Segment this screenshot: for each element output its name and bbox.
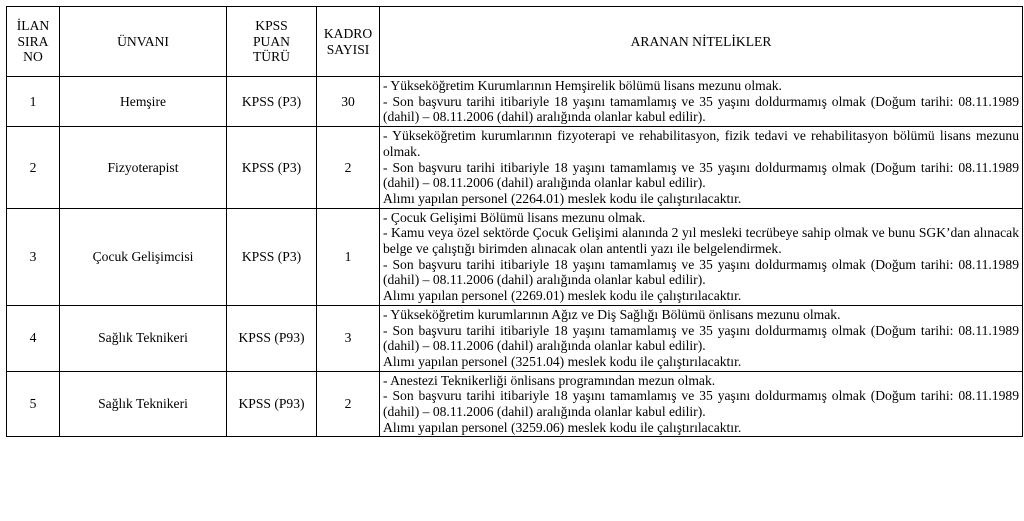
row-puan: KPSS (P3) <box>227 208 317 305</box>
table-row <box>7 77 1023 127</box>
row-requirements <box>380 305 1023 371</box>
requirement-line: - Yükseköğretim Kurumlarının Hemşirelik bölümü lisans mezunu olmak. <box>383 78 782 93</box>
requirement-line: Alımı yapılan personel (3259.06) meslek kodu ile çalıştırılacaktır. <box>383 419 742 435</box>
positions-table <box>6 6 1023 437</box>
requirement-line: - Yükseköğretim kurumlarının Ağız ve Diş Sağlığı Bölümü önlisans mezunu olmak. <box>383 306 841 322</box>
row-requirements <box>380 371 1023 437</box>
table-row <box>7 371 1023 437</box>
requirement-line: Alımı yapılan personel (3251.04) meslek kodu ile çalıştırılacaktır. <box>383 353 742 369</box>
row-requirements <box>380 208 1023 305</box>
requirement-line: - Kamu veya özel sektörde Çocuk Gelişimi alanında 2 yıl mesleki tecrübeye sahip olmak ve bunu SGK’dan alınacak belge ve çalıştığı birimden alınacak olan antentli yazı ile belgelendirmek. <box>383 225 1019 257</box>
row-requirements <box>380 77 1023 127</box>
row-no: 5 <box>7 371 60 437</box>
row-kadro: 1 <box>317 208 380 305</box>
row-unvan: Fizyoterapist <box>60 127 227 209</box>
requirement-line: - Son başvuru tarihi itibariyle 18 yaşını tamamlamış ve 35 yaşını doldurmamış olmak (Doğum tarihi: 08.11.1989 (dahil) – 08.11.2006 (dahil) aralığında olanlar kabul edilir). <box>383 388 1019 420</box>
row-puan: KPSS (P3) <box>227 77 317 127</box>
row-puan: KPSS (P93) <box>227 305 317 371</box>
header-puan-turu: KPSS PUAN TÜRÜ <box>227 7 317 77</box>
header-sira-no: İLAN SIRA NO <box>7 7 60 77</box>
row-unvan: Sağlık Teknikeri <box>60 305 227 371</box>
row-kadro: 2 <box>317 127 380 209</box>
requirement-line: Alımı yapılan personel (2264.01) meslek kodu ile çalıştırılacaktır. <box>383 190 742 206</box>
requirement-line: - Son başvuru tarihi itibariyle 18 yaşını tamamlamış ve 35 yaşını doldurmamış olmak (Doğum tarihi: 08.11.1989 (dahil) – 08.11.2006 (dahil) aralığında olanlar kabul edilir). <box>383 256 1019 288</box>
row-unvan: Sağlık Teknikeri <box>60 371 227 437</box>
header-unvani: ÜNVANI <box>60 7 227 77</box>
requirement-line: Alımı yapılan personel (2269.01) meslek kodu ile çalıştırılacaktır. <box>383 288 742 304</box>
row-kadro: 3 <box>317 305 380 371</box>
row-requirements <box>380 127 1023 209</box>
row-unvan: Çocuk Gelişimcisi <box>60 208 227 305</box>
table-row <box>7 305 1023 371</box>
requirement-line: - Son başvuru tarihi itibariyle 18 yaşını tamamlamış ve 35 yaşını doldurmamış olmak (Doğum tarihi: 08.11.1989 (dahil) – 08.11.2006 (dahil) aralığında olanlar kabul edilir). <box>383 322 1019 354</box>
header-kadro-sayisi: KADRO SAYISI <box>317 7 380 77</box>
row-no: 1 <box>7 77 60 127</box>
header-aranan-nitelikler: ARANAN NİTELİKLER <box>380 7 1023 77</box>
row-no: 2 <box>7 127 60 209</box>
requirement-line: - Son başvuru tarihi itibariyle 18 yaşını tamamlamış ve 35 yaşını doldurmamış olmak (Doğum tarihi: 08.11.1989 (dahil) – 08.11.2006 (dahil) aralığında olanlar kabul edilir). <box>383 159 1019 191</box>
row-unvan: Hemşire <box>60 77 227 127</box>
row-kadro: 2 <box>317 371 380 437</box>
requirement-line: - Çocuk Gelişimi Bölümü lisans mezunu olmak. <box>383 209 646 225</box>
requirement-line: - Yükseköğretim kurumlarının fizyoterapi ve rehabilitasyon, fizik tedavi ve rehabilitasyon bölümü lisans mezunu olmak. <box>383 128 1019 159</box>
row-kadro: 30 <box>317 77 380 127</box>
table-row <box>7 127 1023 209</box>
row-puan: KPSS (P3) <box>227 127 317 209</box>
table-header-row <box>7 7 1023 77</box>
table-row <box>7 208 1023 305</box>
requirement-line: - Son başvuru tarihi itibariyle 18 yaşını tamamlamış ve 35 yaşını doldurmamış olmak (Doğum tarihi: 08.11.1989 (dahil) – 08.11.2006 (dahil) aralığında olanlar kabul edilir). <box>383 93 1019 125</box>
row-no: 3 <box>7 208 60 305</box>
row-no: 4 <box>7 305 60 371</box>
requirement-line: - Anestezi Teknikerliği önlisans programından mezun olmak. <box>383 372 716 388</box>
row-puan: KPSS (P93) <box>227 371 317 437</box>
